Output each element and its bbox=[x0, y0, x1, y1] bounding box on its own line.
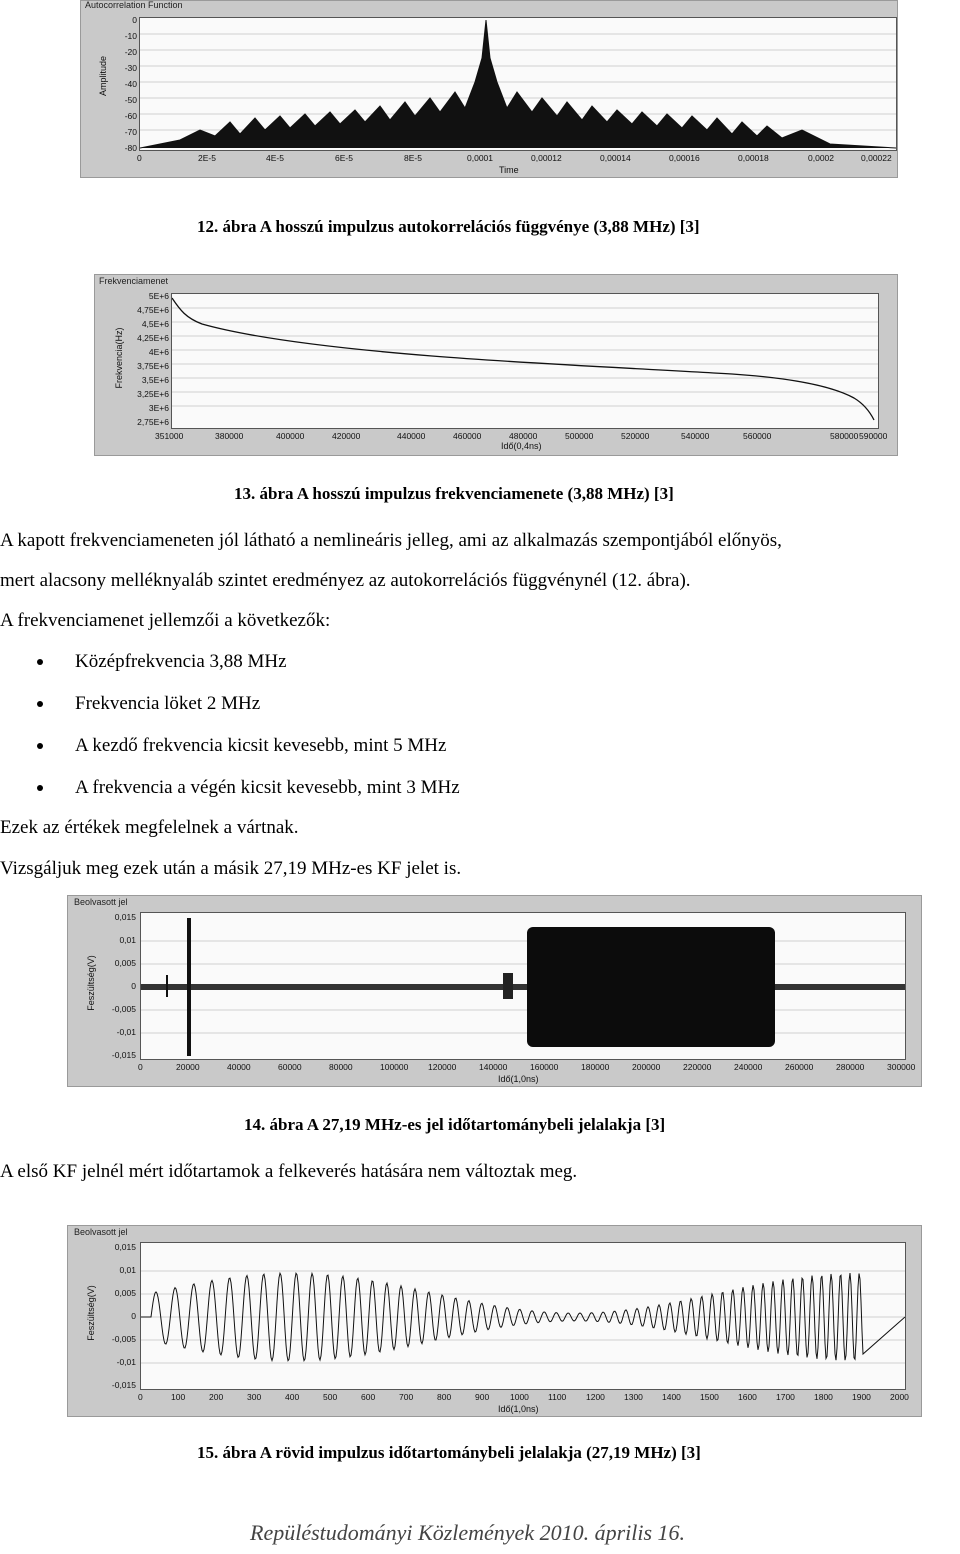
y-tick: -10 bbox=[124, 31, 137, 41]
bullet-icon bbox=[37, 785, 43, 791]
list-item-text: Középfrekvencia 3,88 MHz bbox=[75, 651, 287, 672]
x-axis-label: Time bbox=[499, 165, 519, 175]
x-tick: 700 bbox=[399, 1392, 414, 1402]
y-tick: 0 bbox=[131, 1311, 136, 1321]
y-tick: 3,75E+6 bbox=[137, 361, 169, 371]
x-tick: 1500 bbox=[700, 1392, 719, 1402]
x-tick: 240000 bbox=[734, 1062, 763, 1072]
list-item bbox=[0, 732, 700, 760]
y-tick: -0,005 bbox=[111, 1334, 136, 1344]
x-tick: 1800 bbox=[814, 1392, 833, 1402]
y-tick: 3E+6 bbox=[148, 403, 169, 413]
x-tick: 200 bbox=[209, 1392, 224, 1402]
y-tick: 4,75E+6 bbox=[137, 305, 169, 315]
x-tick: 160000 bbox=[530, 1062, 559, 1072]
paragraph-line: A kapott frekvenciameneten jól látható a nemlineáris jelleg, ami az alkalmazás szempontjából előnyös, bbox=[0, 530, 782, 551]
y-tick-labels bbox=[119, 291, 169, 431]
figure-caption: 14. ábra A 27,19 MHz-es jel időtartománybeli jelalakja [3] bbox=[244, 1115, 666, 1134]
bullet-icon bbox=[37, 743, 43, 749]
frequency-trace bbox=[172, 298, 874, 420]
y-tick: 0,005 bbox=[114, 958, 136, 968]
figure-title: Autocorrelation Function bbox=[85, 0, 183, 10]
x-tick: 0 bbox=[137, 153, 142, 163]
figure-short-signal bbox=[67, 1225, 922, 1417]
x-tick: 80000 bbox=[329, 1062, 353, 1072]
x-tick-labels bbox=[139, 153, 899, 165]
y-tick: 2,75E+6 bbox=[137, 417, 169, 427]
y-tick-labels bbox=[103, 15, 137, 155]
paragraph: Vizsgáljuk meg ezek után a másik 27,19 MHz-es KF jelet is. bbox=[0, 858, 462, 879]
y-tick: -70 bbox=[124, 127, 137, 137]
x-tick: 1100 bbox=[548, 1392, 567, 1402]
x-tick: 1200 bbox=[586, 1392, 605, 1402]
x-tick: 500 bbox=[323, 1392, 338, 1402]
list-item bbox=[0, 648, 700, 676]
list-item bbox=[0, 690, 700, 718]
x-tick: 0,00014 bbox=[600, 153, 631, 163]
autocorrelation-trace bbox=[140, 20, 896, 148]
y-tick: -40 bbox=[124, 79, 137, 89]
x-tick: 4E-5 bbox=[266, 153, 284, 163]
x-tick-labels bbox=[136, 1392, 926, 1404]
x-tick: 480000 bbox=[509, 431, 538, 441]
x-tick: 800 bbox=[437, 1392, 452, 1402]
x-tick: 180000 bbox=[581, 1062, 610, 1072]
paragraph: Ezek az értékek megfelelnek a vártnak. bbox=[0, 817, 299, 838]
plot-area bbox=[171, 293, 879, 429]
y-axis-label: Feszültség(V) bbox=[86, 955, 96, 1011]
paragraph-line: mert alacsony melléknyaláb szintet eredményez az autokorrelációs függvénynél (12. ábra). bbox=[0, 570, 691, 591]
y-tick: -30 bbox=[124, 63, 137, 73]
x-tick: 900 bbox=[475, 1392, 490, 1402]
y-tick: 0,01 bbox=[119, 935, 136, 945]
y-tick: 3,25E+6 bbox=[137, 389, 169, 399]
figure-long-signal bbox=[67, 895, 922, 1087]
y-axis-label: Frekvencia(Hz) bbox=[114, 327, 124, 389]
list-item bbox=[0, 774, 700, 802]
x-tick: 351000 bbox=[155, 431, 184, 441]
x-axis-label: Idő(0,4ns) bbox=[501, 441, 542, 451]
x-tick: 400000 bbox=[276, 431, 305, 441]
x-tick: 2000 bbox=[890, 1392, 909, 1402]
x-axis-label: Idő(1,0ns) bbox=[498, 1074, 539, 1084]
x-tick: 0,00022 bbox=[861, 153, 892, 163]
y-tick: -0,01 bbox=[116, 1027, 136, 1037]
bullet-icon bbox=[37, 701, 43, 707]
y-tick: -0,015 bbox=[111, 1050, 136, 1060]
x-tick: 590000 bbox=[859, 431, 888, 441]
x-tick-labels bbox=[136, 1062, 926, 1074]
x-tick: 600 bbox=[361, 1392, 376, 1402]
x-tick: 8E-5 bbox=[404, 153, 422, 163]
feature-list bbox=[0, 648, 700, 808]
x-tick: 380000 bbox=[215, 431, 244, 441]
y-tick: 5E+6 bbox=[148, 291, 169, 301]
x-tick: 400 bbox=[285, 1392, 300, 1402]
y-tick: 0,01 bbox=[119, 1265, 136, 1275]
y-axis-label: Feszültség(V) bbox=[86, 1285, 96, 1341]
figure-frequency-response bbox=[94, 274, 898, 456]
x-tick: 520000 bbox=[621, 431, 650, 441]
figure-title: Beolvasott jel bbox=[74, 1227, 128, 1237]
plot-area bbox=[139, 17, 897, 151]
plot-area bbox=[140, 1242, 906, 1390]
y-tick: 0,005 bbox=[114, 1288, 136, 1298]
x-tick: 440000 bbox=[397, 431, 426, 441]
x-tick: 0,0002 bbox=[808, 153, 834, 163]
x-tick: 500000 bbox=[565, 431, 594, 441]
x-tick: 1900 bbox=[852, 1392, 871, 1402]
x-tick: 100000 bbox=[380, 1062, 409, 1072]
x-tick: 300000 bbox=[887, 1062, 916, 1072]
x-tick: 6E-5 bbox=[335, 153, 353, 163]
y-tick-labels bbox=[92, 912, 136, 1062]
x-tick: 280000 bbox=[836, 1062, 865, 1072]
x-axis-label: Idő(1,0ns) bbox=[498, 1404, 539, 1414]
x-tick: 1000 bbox=[510, 1392, 529, 1402]
x-tick: 580000 bbox=[830, 431, 859, 441]
y-tick: 0 bbox=[132, 15, 137, 25]
figure-caption: 13. ábra A hosszú impulzus frekvenciamenete (3,88 MHz) [3] bbox=[234, 484, 674, 503]
plot-area bbox=[140, 912, 906, 1060]
y-tick: 4E+6 bbox=[148, 347, 169, 357]
list-item-text: A kezdő frekvencia kicsit kevesebb, mint 5 MHz bbox=[75, 735, 447, 756]
x-tick: 0,0001 bbox=[467, 153, 493, 163]
y-tick: -0,01 bbox=[116, 1357, 136, 1367]
figure-title: Beolvasott jel bbox=[74, 897, 128, 907]
x-tick: 1600 bbox=[738, 1392, 757, 1402]
x-tick: 120000 bbox=[428, 1062, 457, 1072]
x-tick: 0,00012 bbox=[531, 153, 562, 163]
x-tick: 0 bbox=[138, 1392, 143, 1402]
x-tick: 100 bbox=[171, 1392, 186, 1402]
x-tick: 200000 bbox=[632, 1062, 661, 1072]
y-tick: -0,015 bbox=[111, 1380, 136, 1390]
figure-caption: 15. ábra A rövid impulzus időtartománybeli jelalakja (27,19 MHz) [3] bbox=[197, 1443, 701, 1462]
x-tick: 40000 bbox=[227, 1062, 251, 1072]
y-tick: -50 bbox=[124, 95, 137, 105]
x-tick: 60000 bbox=[278, 1062, 302, 1072]
paragraph: A első KF jelnél mért időtartamok a felkeverés hatására nem változtak meg. bbox=[0, 1161, 578, 1182]
x-tick: 2E-5 bbox=[198, 153, 216, 163]
figure-title: Frekvenciamenet bbox=[99, 276, 169, 286]
x-tick: 420000 bbox=[332, 431, 361, 441]
x-tick: 0,00018 bbox=[738, 153, 769, 163]
y-tick-labels bbox=[92, 1242, 136, 1392]
x-tick: 220000 bbox=[683, 1062, 712, 1072]
y-tick: -20 bbox=[124, 47, 137, 57]
x-tick: 1300 bbox=[624, 1392, 643, 1402]
y-tick: 0 bbox=[131, 981, 136, 991]
x-tick: 0,00016 bbox=[669, 153, 700, 163]
page-footer: Repüléstudományi Közlemények 2010. április 16. bbox=[250, 1520, 686, 1545]
y-tick: 4,5E+6 bbox=[141, 319, 169, 329]
list-item-text: Frekvencia löket 2 MHz bbox=[75, 693, 261, 714]
x-tick: 1400 bbox=[662, 1392, 681, 1402]
x-tick: 140000 bbox=[479, 1062, 508, 1072]
list-item-text: A frekvencia a végén kicsit kevesebb, mint 3 MHz bbox=[75, 777, 460, 798]
x-tick: 260000 bbox=[785, 1062, 814, 1072]
y-tick: 3,5E+6 bbox=[141, 375, 169, 385]
y-tick: 0,015 bbox=[114, 1242, 136, 1252]
paragraph: A frekvenciamenet jellemzői a következők: bbox=[0, 610, 331, 631]
x-tick: 20000 bbox=[176, 1062, 200, 1072]
bullet-icon bbox=[37, 659, 43, 665]
y-tick: 4,25E+6 bbox=[137, 333, 169, 343]
x-tick: 460000 bbox=[453, 431, 482, 441]
y-tick: 0,015 bbox=[114, 912, 136, 922]
x-tick: 1700 bbox=[776, 1392, 795, 1402]
y-axis-label: Amplitude bbox=[98, 55, 108, 97]
figure-caption: 12. ábra A hosszú impulzus autokorrelációs függvénye (3,88 MHz) [3] bbox=[197, 217, 700, 236]
x-tick: 0 bbox=[138, 1062, 143, 1072]
x-tick: 540000 bbox=[681, 431, 710, 441]
figure-autocorrelation bbox=[80, 0, 898, 178]
y-tick: -0,005 bbox=[111, 1004, 136, 1014]
y-tick: -60 bbox=[124, 111, 137, 121]
x-tick: 560000 bbox=[743, 431, 772, 441]
y-tick: -80 bbox=[124, 143, 137, 153]
x-tick: 300 bbox=[247, 1392, 262, 1402]
